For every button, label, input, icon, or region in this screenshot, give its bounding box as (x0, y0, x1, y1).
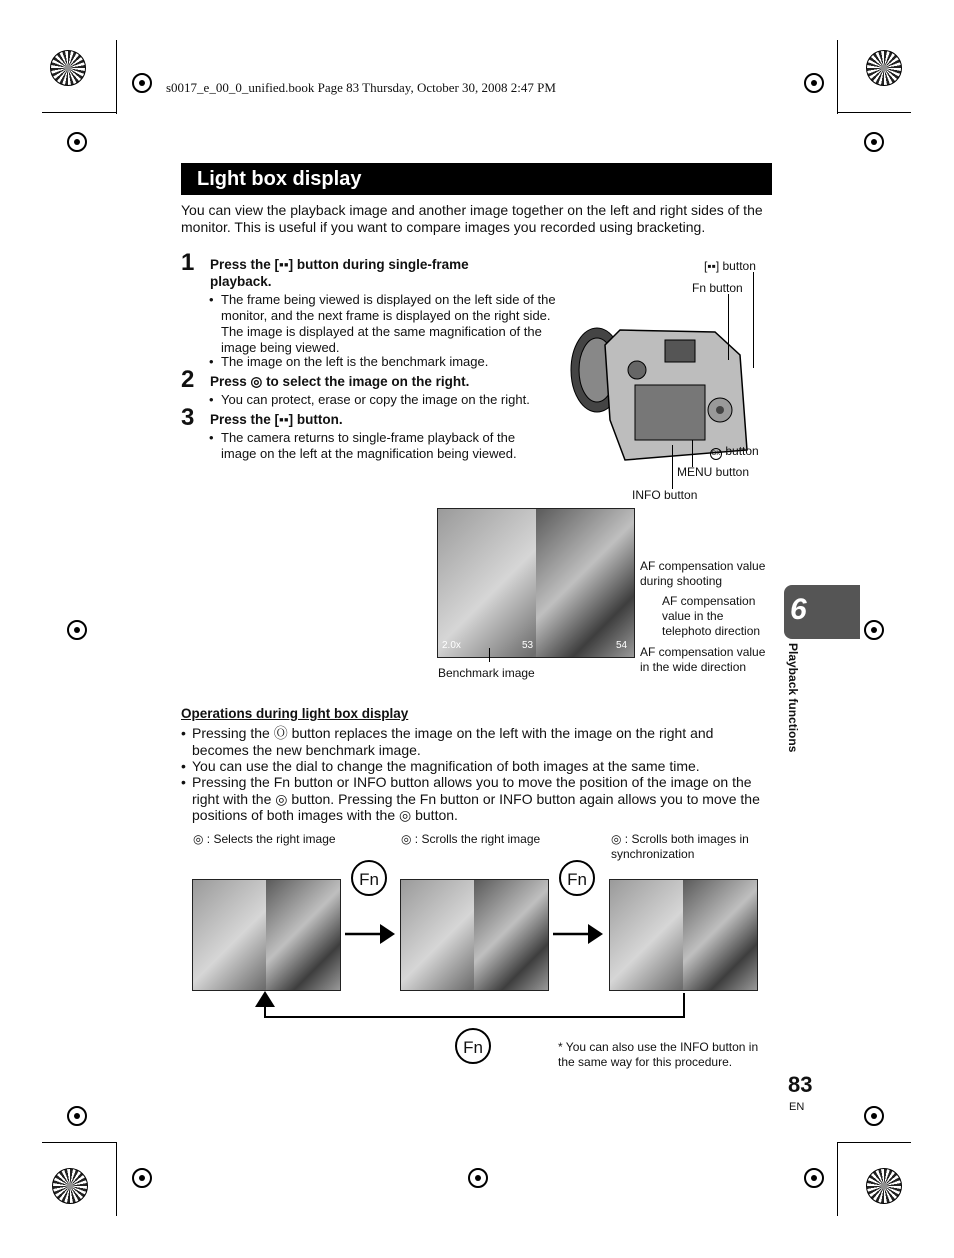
step-text: Press the [▪▪] button during single-frame playback. (210, 257, 469, 289)
registration-target (864, 1106, 884, 1126)
registration-sunburst (50, 50, 86, 86)
step-text: Press ◎ to select the image on the right. (210, 374, 470, 389)
flow-arrows (255, 915, 765, 1025)
flow-caption-1: ◎ : Selects the right image (193, 832, 336, 846)
benchmark-label: Benchmark image (438, 666, 535, 680)
crop-line (837, 40, 838, 114)
fn-button-icon: Fn (559, 860, 595, 896)
step-bullet: • The image on the left is the benchmark image. (209, 354, 489, 369)
operations-item-text: Pressing the Fn button or INFO button allows you to move the position of the image on the right with the ◎ button. Pressing the Fn button or INFO button again allows you to move the positions of both images with the ◎ button. (192, 774, 760, 823)
registration-sunburst (52, 1168, 88, 1204)
fn-button-icon: Fn (351, 860, 387, 896)
flow-caption-2: ◎ : Scrolls the right image (401, 832, 541, 846)
frame-number-left: 53 (522, 640, 534, 651)
leader-line (753, 272, 754, 368)
registration-target (804, 73, 824, 93)
registration-target (67, 132, 87, 152)
crop-line (42, 1142, 116, 1143)
af-wide-label: AF compensation value in the wide direction (640, 645, 766, 674)
lightbox-button-label: [▪▪] button (704, 259, 756, 273)
section-title-bar (181, 163, 772, 195)
crop-line (42, 112, 116, 113)
book-header: s0017_e_00_0_unified.book Page 83 Thursday, October 30, 2008 2:47 PM (166, 80, 556, 95)
leader-line (692, 440, 693, 467)
fn-button-icon: Fn (455, 1028, 491, 1064)
af-shooting-label: AF compensation value during shooting (640, 559, 766, 588)
operations-item: • You can use the dial to change the magnification of both images at the same time. (181, 758, 700, 774)
registration-target (132, 73, 152, 93)
ok-button-text: button (725, 444, 759, 458)
leader-line (728, 294, 729, 360)
registration-sunburst (866, 1168, 902, 1204)
operations-item: • Pressing the Fn button or INFO button allows you to move the position of the image on the right with the ◎ button. Pressing the Fn button or INFO button again allows you to move the positions of both images with the ◎ button. (181, 774, 760, 823)
ok-button-label (710, 444, 759, 460)
menu-button-label: MENU button (677, 465, 750, 479)
magnification-readout: 2.0x (442, 640, 461, 651)
step-bullet: • The frame being viewed is displayed on the left side of the monitor, and the next frame is displayed on the right side. The image is displayed at the same magnification of the image being viewed. (209, 292, 556, 355)
bullet-text: You can protect, erase or copy the image on the right. (221, 392, 530, 407)
leader-line (672, 445, 673, 489)
frame-number-right: 54 (616, 640, 628, 651)
registration-target (67, 1106, 87, 1126)
crop-line (116, 40, 117, 114)
chapter-number: 6 (790, 593, 807, 626)
language-code: EN (789, 1101, 805, 1113)
chapter-label: Playback functions (786, 643, 800, 753)
crop-line (837, 1142, 911, 1143)
section-title: Light box display (197, 168, 362, 190)
crop-line (837, 1142, 838, 1216)
registration-target (864, 620, 884, 640)
step-number: 2 (181, 366, 195, 393)
intro-paragraph: You can view the playback image and another image together on the left and right sides of the monitor. This is useful if you want to compare images you recorded using bracketing. (181, 202, 763, 235)
bullet-text: The image on the left is the benchmark image. (221, 354, 489, 369)
registration-target (132, 1168, 152, 1188)
af-tele-label: AF compensation value in the telephoto direction (662, 594, 761, 638)
flow-caption-3: ◎ : Scrolls both images in synchronization (611, 832, 749, 861)
operations-item: • Pressing the Ⓞ button replaces the image on the left with the image on the right and becomes the new benchmark image. (181, 725, 714, 758)
registration-target (864, 132, 884, 152)
operations-item-text: Pressing the Ⓞ button replaces the image on the left with the image on the right and becomes the new benchmark image. (192, 725, 714, 758)
chapter-tab (784, 585, 860, 639)
step-bullet: • You can protect, erase or copy the image on the right. (209, 392, 530, 407)
step-number: 1 (181, 249, 195, 276)
registration-sunburst (866, 50, 902, 86)
registration-target (67, 620, 87, 640)
info-button-label: INFO button (632, 488, 698, 502)
crop-line (116, 1142, 117, 1216)
right-image (536, 509, 634, 657)
bullet-text: The camera returns to single-frame playback of the image on the left at the magnification being viewed. (221, 430, 517, 461)
crop-line (837, 112, 911, 113)
operations-heading: Operations during light box display (181, 706, 409, 721)
page-number: 83 (788, 1072, 813, 1097)
step-number: 3 (181, 404, 195, 431)
bullet-text: The frame being viewed is displayed on the left side of the monitor, and the next frame is displayed on the right side. The image is displayed at the same magnification of the image being viewed. (221, 292, 556, 355)
step-text: Press the [▪▪] button. (210, 412, 343, 427)
registration-target (468, 1168, 488, 1188)
lightbox-screen (437, 508, 635, 658)
footnote: * You can also use the INFO button in the same way for this procedure. (558, 1040, 759, 1069)
registration-target (804, 1168, 824, 1188)
step-bullet: • The camera returns to single-frame playback of the image on the left at the magnification being viewed. (209, 430, 517, 461)
operations-item-text: You can use the dial to change the magnification of both images at the same time. (192, 758, 700, 774)
leader-line (489, 648, 490, 662)
fn-button-label: Fn button (692, 281, 743, 295)
ok-icon: OK (710, 448, 722, 460)
